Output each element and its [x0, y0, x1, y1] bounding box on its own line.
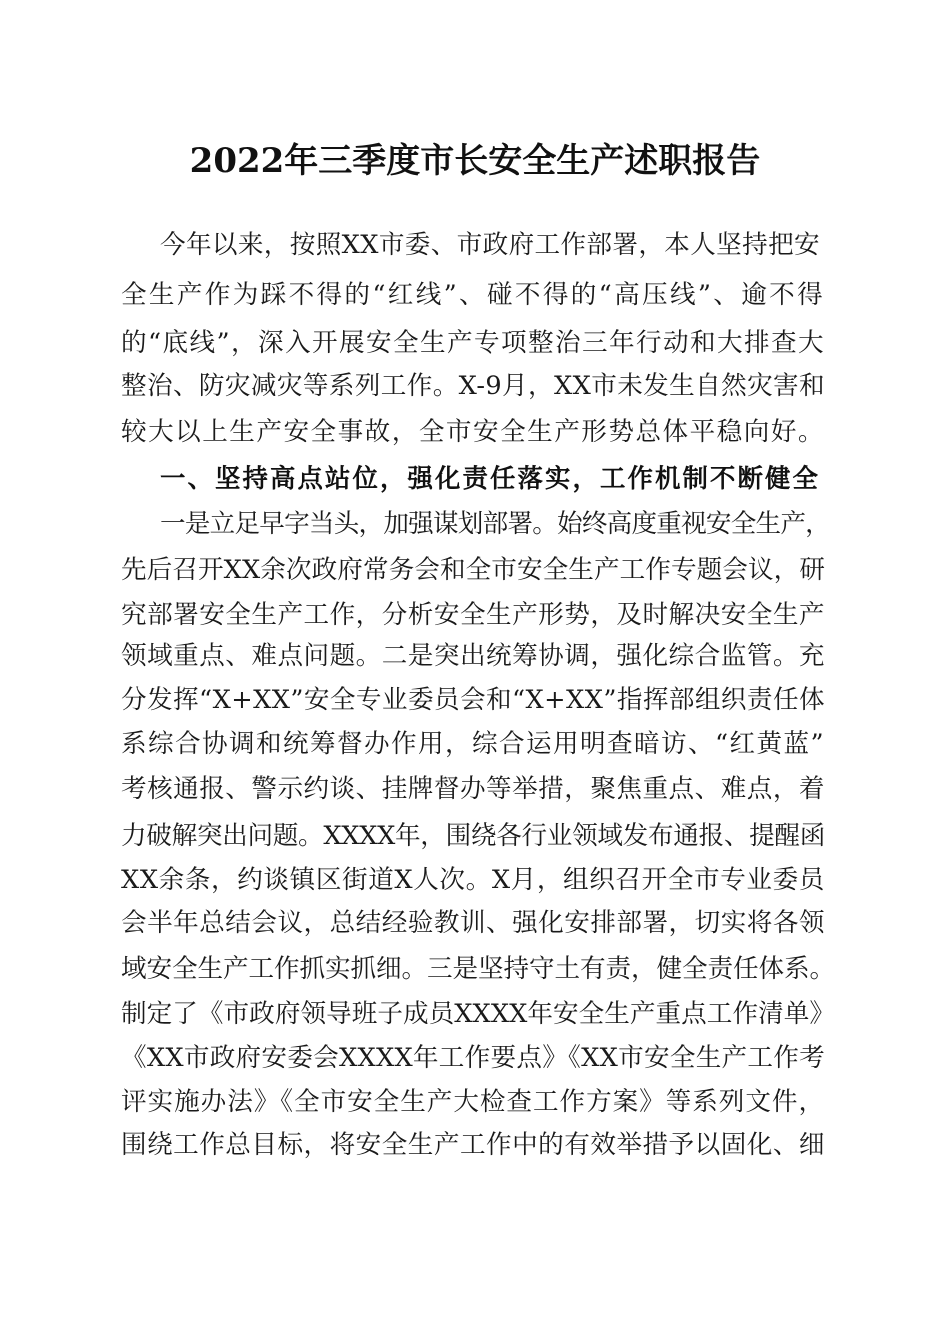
body-line-text: 考核通报、警示约谈、挂牌督办等举措，聚焦重点、难点，着: [121, 774, 825, 804]
body-line-text: 力破解突出问题。XXXX年，围绕各行业领域发布通报、提醒函: [121, 821, 825, 851]
body-line: [0, 409, 950, 455]
document-title: 2022年三季度市长安全生产述职报告: [189, 141, 761, 181]
body-line: [0, 592, 950, 638]
body-line-text: 较大以上生产安全事故，全市安全生产形势总体平稳向好。: [121, 417, 825, 447]
body-line-text: 系综合协调和统筹督办作用，综合运用明查暗访、“红黄蓝”: [121, 729, 825, 759]
body-line-text: 今年以来，按照XX市委、市政府工作部署，本人坚持把安: [160, 230, 820, 260]
body-line: [0, 991, 950, 1037]
body-line-text: 领域重点、难点问题。二是突出统筹协调，强化综合监管。充: [121, 641, 825, 671]
body-line-text: 一是立足早字当头，加强谋划部署。始终高度重视安全生产，: [160, 509, 830, 539]
body-line-text: 先后召开XX余次政府常务会和全市安全生产工作专题会议，研: [121, 555, 825, 585]
body-line-text: 整治、防灾减灾等系列工作。X-9月，XX市未发生自然灾害和: [121, 371, 825, 401]
body-line-text: 的“底线”，深入开展安全生产专项整治三年行动和大排查大: [121, 328, 825, 358]
body-line-text: 域安全生产工作抓实抓细。三是坚持守土有责，健全责任体系。: [121, 954, 835, 984]
section-heading: 一、坚持高点站位，强化责任落实，工作机制不断健全: [160, 463, 820, 493]
body-line-text: 会半年总结会议，总结经验教训、强化安排部署，切实将各领: [121, 908, 825, 938]
body-line-text: 评实施办法》《全市安全生产大检查工作方案》等系列文件，: [121, 1087, 825, 1117]
body-line: [0, 813, 950, 859]
body-line: [0, 1079, 950, 1125]
section-heading-line: [0, 455, 950, 501]
body-line-text: 全生产作为踩不得的“红线”、碰不得的“高压线”、逾不得: [121, 280, 825, 310]
body-line-text: 《XX市政府安委会XXXX年工作要点》《XX市安全生产工作考: [121, 1043, 825, 1073]
body-line: [0, 272, 950, 318]
body-line: [0, 900, 950, 946]
body-line: [0, 222, 950, 268]
body-line: [0, 1035, 950, 1081]
body-line: [0, 501, 950, 547]
body-line: [0, 547, 950, 593]
body-line: [0, 946, 950, 992]
body-line: [0, 721, 950, 767]
body-line: [0, 857, 950, 903]
body-line: [0, 1122, 950, 1168]
body-line: [0, 363, 950, 409]
body-line: [0, 677, 950, 723]
body-line-text: 围绕工作总目标，将安全生产工作中的有效举措予以固化、细: [121, 1130, 825, 1160]
body-line: [0, 766, 950, 812]
body-line-text: 究部署安全生产工作，分析安全生产形势，及时解决安全生产: [121, 600, 825, 630]
body-line-text: XX余条，约谈镇区街道X人次。X月，组织召开全市专业委员: [121, 865, 825, 895]
body-line-text: 分发挥“X+XX”安全专业委员会和“X+XX”指挥部组织责任体: [121, 685, 825, 715]
body-line: [0, 633, 950, 679]
body-line: [0, 320, 950, 366]
body-line-text: 制定了《市政府领导班子成员XXXX年安全生产重点工作清单》: [121, 999, 835, 1029]
